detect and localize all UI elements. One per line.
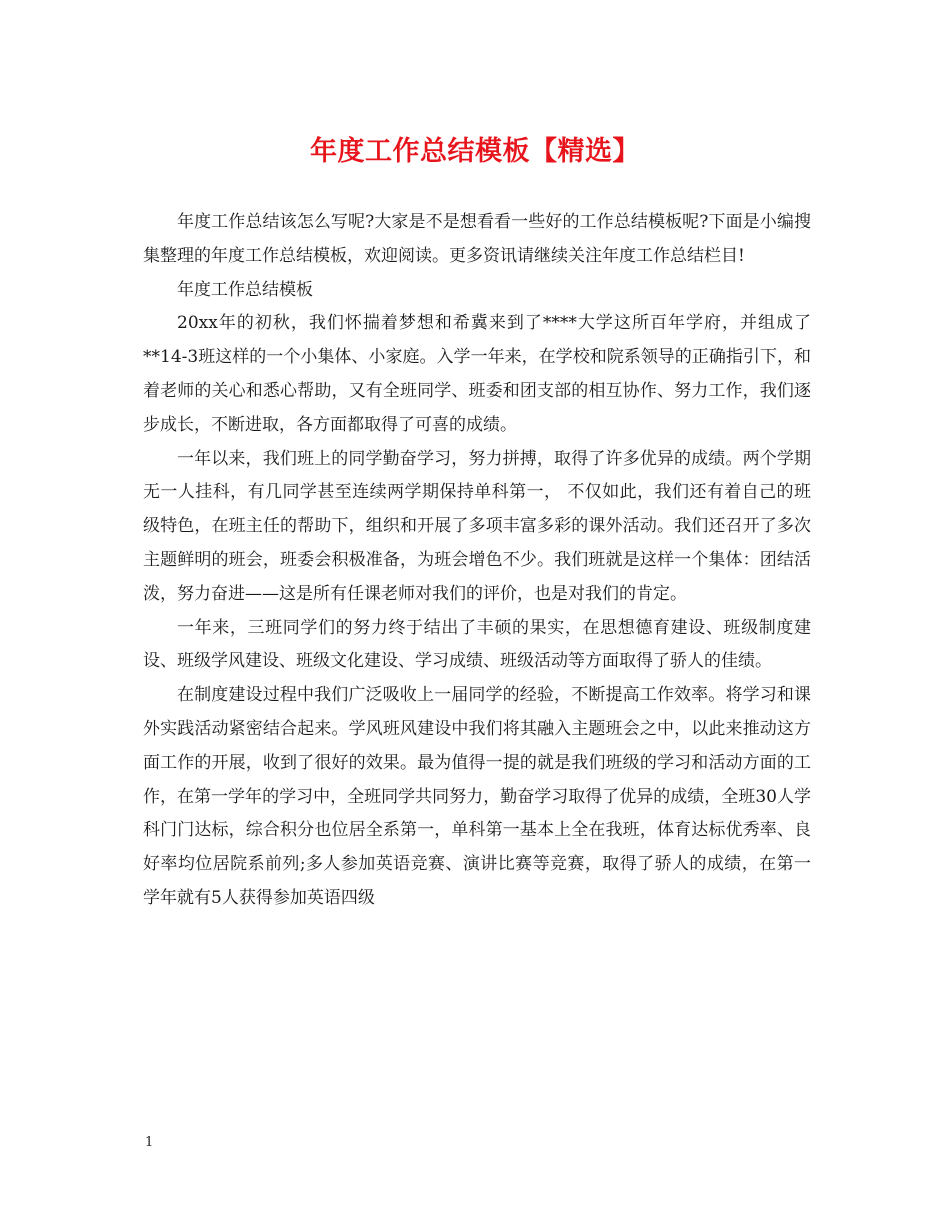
paragraph-intro: 年度工作总结该怎么写呢?大家是不是想看看一些好的工作总结模板呢?下面是小编搜集整理的年度工作总结模板，欢迎阅读。更多资讯请继续关注年度工作总结栏目! — [143, 212, 811, 266]
document-title: 年度工作总结模板【精选】 — [310, 136, 640, 167]
paragraph-2: 一年以来，我们班上的同学勤奋学习，努力拼搏，取得了许多优异的成绩。两个学期无一人挂科，有几同学甚至连续两学期保持单科第一， 不仅如此，我们还有着自己的班级特色，在班主任的帮助下，组织和开展了多项丰富多彩的课外活动。我们还召开了多次主题鲜明的班会，班委会积极准备，为班会增色不少。我们班就是这样一个集体：团结活泼，努力奋进——这是所有任课老师对我们的评价，也是对我们的肯定。 — [143, 448, 811, 604]
paragraph-3: 一年来，三班同学们的努力终于结出了丰硕的果实，在思想德育建设、班级制度建设、班级学风建设、班级文化建设、学习成绩、班级活动等方面取得了骄人的佳绩。 — [143, 617, 811, 672]
page-number: 1 — [145, 1135, 154, 1150]
paragraph-4: 在制度建设过程中我们广泛吸收上一届同学的经验，不断提高工作效率。将学习和课外实践活动紧密结合起来。学风班风建设中我们将其融入主题班会之中，以此来推动这方面工作的开展，收到了很好的效果。最为值得一提的就是我们班级的学习和活动方面的工作，在第一学年的学习中，全班同学共同努力，勤奋学习取得了优异的成绩，全班30人学科门门达标，综合积分也位居全系第一，单科第一基本上全在我班，体育达标优秀率、良好率均位居院系前列;多人参加英语竞赛、演讲比赛等竞赛，取得了骄人的成绩，在第一学年就有5人获得参加英语四级 — [143, 685, 811, 908]
document-body — [143, 206, 811, 916]
paragraph-subheading: 年度工作总结模板 — [177, 279, 313, 300]
paragraph-1: 20xx年的初秋，我们怀揣着梦想和希冀来到了****大学这所百年学府，并组成了**14-3班这样的一个小集体、小家庭。入学一年来，在学校和院系领导的正确指引下，和着老师的关心和悉心帮助，又有全班同学、班委和团支部的相互协作、努力工作，我们逐步成长，不断进取，各方面都取得了可喜的成绩。 — [143, 313, 811, 435]
